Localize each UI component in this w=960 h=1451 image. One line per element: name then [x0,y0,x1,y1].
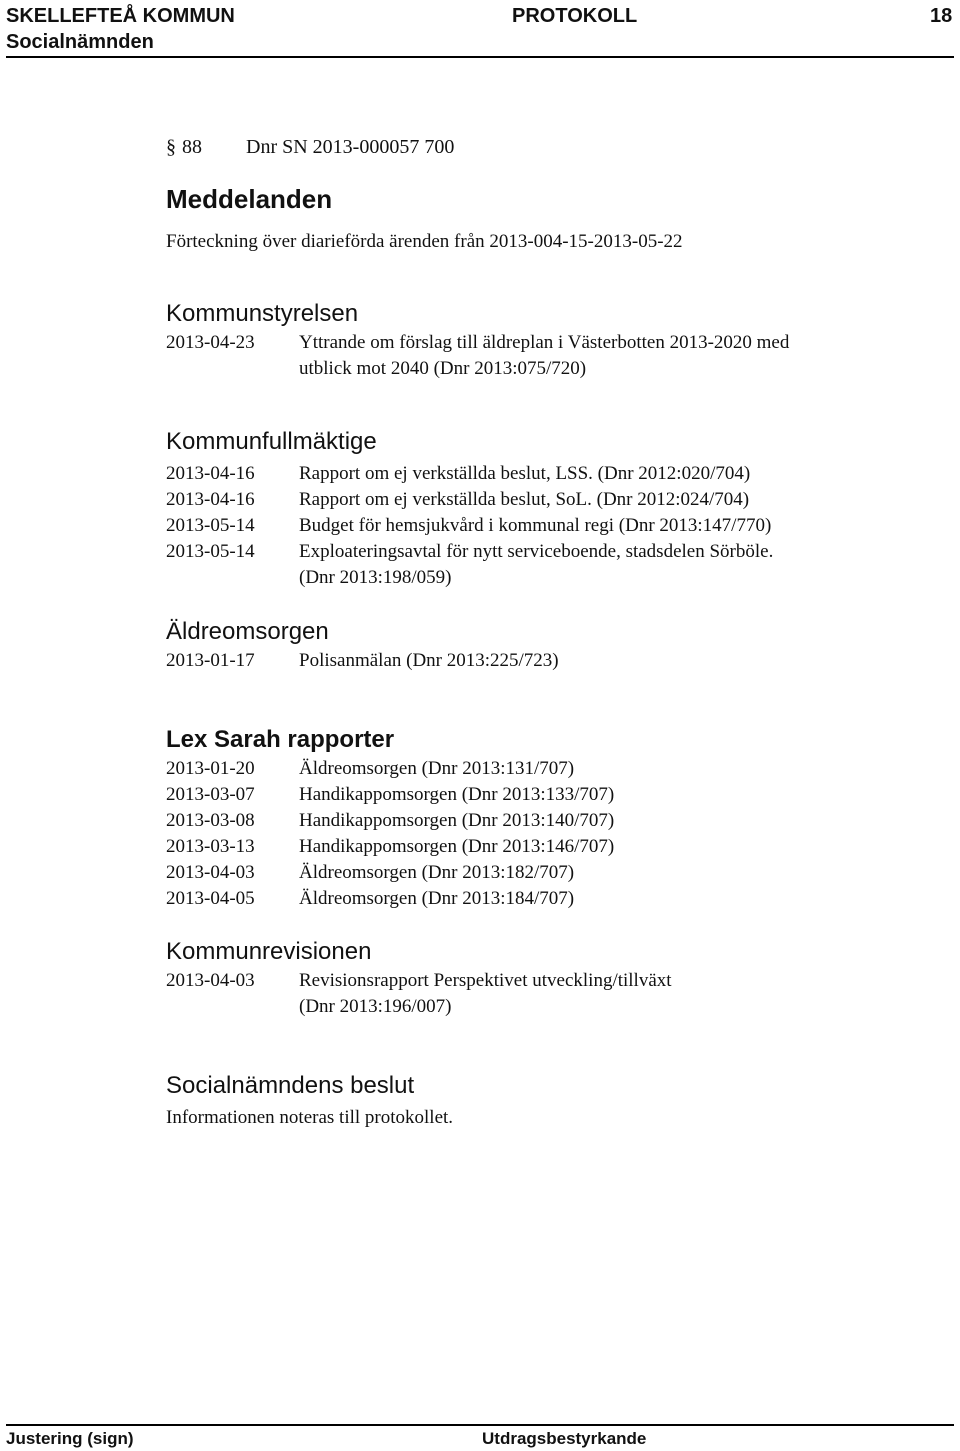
entry-date: 2013-01-17 [166,650,255,671]
entry-description: Revisionsrapport Perspektivet utveckling/tillväxt [299,970,672,991]
decision-heading: Socialnämndens beslut [166,1072,415,1099]
entry-date: 2013-04-16 [166,463,255,484]
entry-date: 2013-04-03 [166,862,255,883]
entry-description: Äldreomsorgen (Dnr 2013:182/707) [299,862,575,883]
entry-date: 2013-04-03 [166,970,255,991]
paragraph-symbol: § [166,136,176,158]
entry-date: 2013-05-14 [166,515,255,536]
header-doc-type: PROTOKOLL [512,5,638,27]
entry-description: Handikappomsorgen (Dnr 2013:133/707) [299,784,615,805]
section-heading-aldreomsorgen: Äldreomsorgen [166,618,329,645]
entry-description: Äldreomsorgen (Dnr 2013:184/707) [299,888,575,909]
entry-date: 2013-04-23 [166,332,255,353]
entry-description-continued: (Dnr 2013:198/059) [299,567,452,588]
entry-date: 2013-01-20 [166,758,255,779]
header-org: SKELLEFTEÅ KOMMUN [6,5,235,27]
entry-date: 2013-05-14 [166,541,255,562]
entry-description-continued: (Dnr 2013:196/007) [299,996,452,1017]
entry-date: 2013-04-16 [166,489,255,510]
paragraph-number: 88 [182,136,202,158]
footer-utdragsbestyrkande: Utdragsbestyrkande [482,1429,647,1448]
footer-rule [6,1424,954,1426]
decision-text: Informationen noteras till protokollet. [166,1107,454,1128]
entry-description: Handikappomsorgen (Dnr 2013:146/707) [299,836,615,857]
entry-description: Äldreomsorgen (Dnr 2013:131/707) [299,758,575,779]
entry-date: 2013-04-05 [166,888,255,909]
footer-justering: Justering (sign) [6,1429,134,1448]
entry-description-continued: utblick mot 2040 (Dnr 2013:075/720) [299,358,587,379]
section-heading-kommunstyrelsen: Kommunstyrelsen [166,300,359,327]
section-heading-lex-sarah: Lex Sarah rapporter [166,726,395,753]
entry-description: Polisanmälan (Dnr 2013:225/723) [299,650,559,671]
entry-description: Budget för hemsjukvård i kommunal regi (Dnr 2013:147/770) [299,515,772,536]
header-rule [6,56,954,58]
header-committee: Socialnämnden [6,31,154,53]
entry-date: 2013-03-07 [166,784,255,805]
paragraph-dnr: Dnr SN 2013-000057 700 [246,136,455,158]
entry-description: Handikappomsorgen (Dnr 2013:140/707) [299,810,615,831]
page-title: Meddelanden [166,184,333,214]
page-subtitle: Förteckning över diarieförda ärenden från 2013-004-15-2013-05-22 [166,231,683,252]
entry-date: 2013-03-13 [166,836,255,857]
entry-description: Yttrande om förslag till äldreplan i Västerbotten 2013-2020 med [299,332,790,353]
entry-date: 2013-03-08 [166,810,255,831]
section-heading-kommunrevisionen: Kommunrevisionen [166,938,372,965]
header-page-number: 18 [930,5,953,27]
entry-description: Rapport om ej verkställda beslut, SoL. (Dnr 2012:024/704) [299,489,750,510]
entry-description: Exploateringsavtal för nytt serviceboende, stadsdelen Sörböle. [299,541,774,562]
entry-description: Rapport om ej verkställda beslut, LSS. (Dnr 2012:020/704) [299,463,751,484]
section-heading-kommunfullmaktige: Kommunfullmäktige [166,428,377,455]
